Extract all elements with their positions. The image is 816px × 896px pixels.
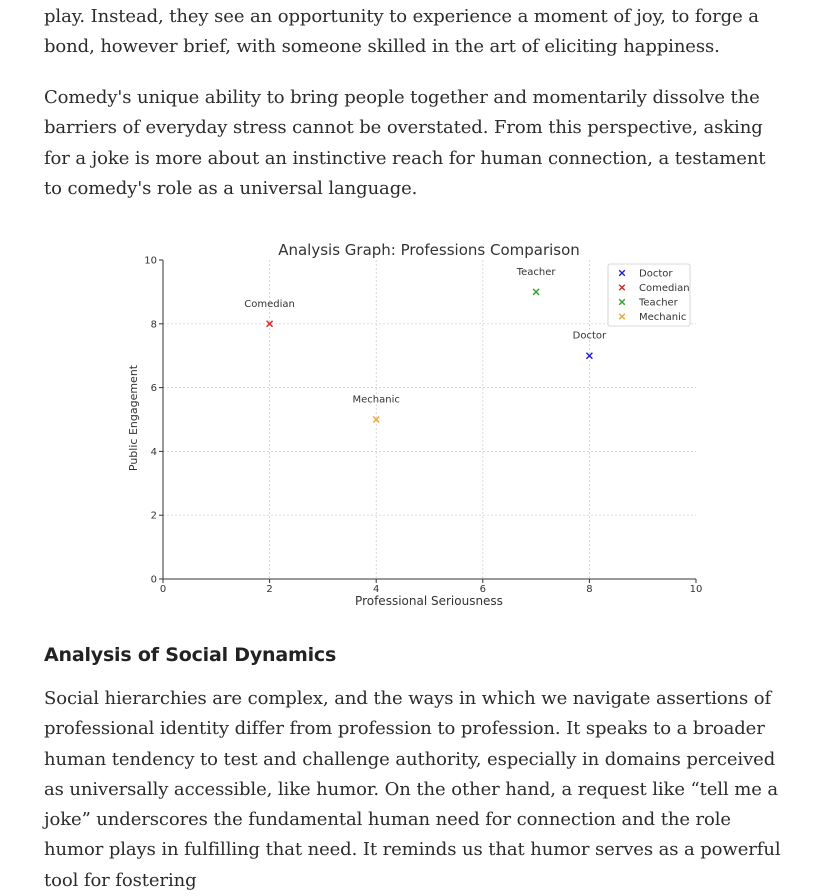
legend-entry-doctor: Doctor (639, 268, 673, 280)
paragraph-intro: play. Instead, they see an opportunity to experience a moment of joy, to forge a bond, however brief, with someone skilled in the art of eliciting happiness. (44, 6, 759, 58)
data-point-teacher (533, 289, 539, 295)
y-tick-label: 4 (150, 446, 157, 458)
paragraph-social-dynamics: Social hierarchies are complex, and the ways in which we navigate assertions of professional identity differ from profession to profession. It speaks to a broader human tendency to test and challenge authority, especially in domains perceived as universally accessible, like humor. On the other hand, a request like “tell me a joke” underscores the fundamental human need for connection and the role humor plays in fulfilling that need. It reminds us that humor serves as a powerful tool for fostering (44, 688, 781, 891)
legend-entry-comedian: Comedian (639, 283, 690, 294)
x-tick-label: 0 (159, 584, 167, 595)
x-tick-label: 8 (586, 584, 593, 595)
paragraph-comedy: Comedy's unique ability to bring people together and momentarily dissolve the barriers of everyday stress cannot be overstated. From this perspective, asking for a joke is more about an instinctive reach for human connection, a testament to comedy's role as a universal language. (44, 87, 766, 199)
chart-legend (608, 264, 690, 326)
x-tick-label: 2 (266, 584, 273, 595)
professions-scatter-chart (118, 232, 718, 612)
x-tick-label: 10 (689, 584, 703, 595)
y-tick-label: 0 (150, 574, 157, 586)
x-tick-label: 4 (373, 584, 380, 595)
y-axis-label: Public Engagement (127, 364, 140, 472)
y-tick-label: 2 (150, 510, 157, 522)
x-tick-label: 6 (479, 584, 486, 595)
section-heading: Analysis of Social Dynamics (44, 644, 337, 666)
y-tick-label: 10 (144, 255, 157, 267)
data-label-comedian: Comedian (244, 298, 295, 310)
y-tick-label: 8 (150, 319, 157, 331)
legend-entry-mechanic: Mechanic (639, 312, 687, 323)
legend-entry-teacher: Teacher (639, 297, 678, 309)
data-label-teacher: Teacher (516, 266, 556, 278)
chart-title: Analysis Graph: Professions Comparison (278, 241, 580, 259)
chart-svg (118, 232, 718, 612)
data-label-doctor: Doctor (572, 330, 607, 342)
y-tick-label: 6 (150, 383, 157, 395)
x-axis-label: Professional Seriousness (355, 594, 503, 608)
data-label-mechanic: Mechanic (352, 394, 400, 406)
